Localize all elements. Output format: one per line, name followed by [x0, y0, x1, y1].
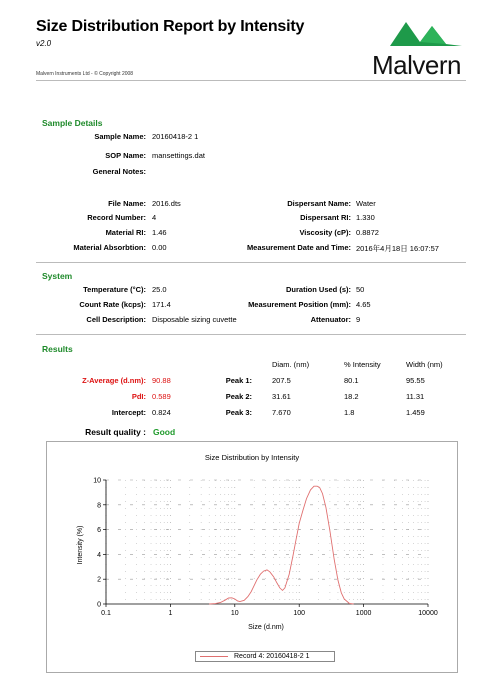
- chart-y-tick-label: 2: [97, 576, 101, 584]
- malvern-logo-text: Malvern: [372, 50, 461, 80]
- duration-label: Duration Used (s):: [285, 285, 351, 294]
- legend-line-swatch: [200, 652, 230, 661]
- peak-intensity: 18.2: [344, 392, 359, 401]
- dispersant-ri-label: Dispersant RI:: [300, 213, 351, 222]
- temperature-value: 25.0: [152, 285, 167, 294]
- dispersant-name-label: Dispersant Name:: [287, 199, 351, 208]
- chart-y-tick-label: 10: [93, 477, 101, 485]
- sample-divider: [36, 262, 466, 263]
- viscosity-label: Viscosity (cP):: [299, 228, 351, 237]
- temperature-label: Temperature (°C):: [83, 285, 146, 294]
- section-results: Results: [42, 344, 73, 354]
- position-label: Measurement Position (mm):: [248, 300, 351, 309]
- record-number-label: Record Number:: [87, 213, 146, 222]
- material-ri-value: 1.46: [152, 228, 167, 237]
- peak-width: 95.55: [406, 376, 425, 385]
- chart-y-tick-label: 0: [97, 601, 101, 609]
- count-rate-value: 171.4: [152, 300, 171, 309]
- chart-ylabel: Intensity (%): [77, 525, 84, 565]
- chart-series-line: [209, 486, 353, 604]
- viscosity-value: 0.8872: [356, 228, 379, 237]
- record-number-value: 4: [152, 213, 157, 222]
- peak-diam: 207.5: [272, 376, 291, 385]
- sop-name-value: mansettings.dat: [152, 151, 205, 160]
- section-system: System: [42, 271, 73, 281]
- chart-y-tick-label: 4: [97, 551, 101, 559]
- duration-value: 50: [356, 285, 365, 294]
- chart-title: Size Distribution by Intensity: [204, 453, 300, 462]
- legend-series-name: Record 4: 20160418-2 1: [234, 653, 310, 660]
- measurement-datetime-value: 2016年4月18日 16:07:57: [356, 244, 439, 253]
- chart-xlabel: Size (d.nm): [248, 624, 284, 631]
- copyright-text: Malvern Instruments Ltd - © Copyright 2008: [36, 71, 134, 77]
- peak-label: Peak 1:: [225, 376, 252, 385]
- report-title: Size Distribution Report by Intensity: [36, 18, 305, 35]
- peak-diam: 31.61: [272, 392, 291, 401]
- dispersant-ri-value: 1.330: [356, 213, 375, 222]
- section-sample-details: Sample Details: [42, 118, 103, 128]
- sop-name-label: SOP Name:: [105, 151, 146, 160]
- chart-y-tick-label: 6: [97, 527, 101, 535]
- peak-width: 1.459: [406, 408, 425, 417]
- result-quality-label: Result quality :: [85, 427, 146, 437]
- chart-legend: [195, 651, 335, 662]
- col-header-width: Width (nm): [406, 360, 443, 369]
- sample-name-label: Sample Name:: [94, 132, 146, 141]
- sample-name-value: 20160418-2 1: [152, 132, 199, 141]
- malvern-logo-icon: [390, 18, 462, 48]
- general-notes-label: General Notes:: [92, 167, 146, 176]
- material-absorption-value: 0.00: [152, 243, 167, 252]
- peak-diam: 7.670: [272, 408, 291, 417]
- intercept-value: 0.824: [152, 408, 171, 417]
- chart-x-tick-label: 10: [230, 610, 239, 617]
- chart-x-tick-label: 1000: [355, 610, 372, 617]
- peak-intensity: 1.8: [344, 408, 355, 417]
- result-quality-value: Good: [153, 427, 176, 437]
- pdi-label: PdI:: [131, 392, 146, 401]
- z-average-value: 90.88: [152, 376, 171, 385]
- cell-description-label: Cell Description:: [86, 315, 146, 324]
- material-ri-label: Material RI:: [105, 228, 146, 237]
- material-absorption-label: Material Absorbtion:: [73, 243, 146, 252]
- measurement-datetime-label: Measurement Date and Time:: [246, 243, 351, 252]
- peak-label: Peak 2:: [225, 392, 252, 401]
- chart-x-tick-label: 10000: [418, 610, 438, 617]
- cell-description-value: Disposable sizing cuvette: [152, 315, 237, 324]
- file-name-value: 2016.dts: [152, 199, 181, 208]
- count-rate-label: Count Rate (kcps):: [79, 300, 146, 309]
- peak-intensity: 80.1: [344, 376, 359, 385]
- peak-label: Peak 3:: [225, 408, 252, 417]
- peak-width: 11.31: [406, 392, 425, 401]
- z-average-label: Z-Average (d.nm):: [82, 376, 146, 385]
- col-header-diam: Diam. (nm): [272, 360, 310, 369]
- system-divider: [36, 334, 466, 335]
- chart-x-tick-label: 100: [293, 610, 306, 617]
- attenuator-value: 9: [356, 315, 361, 324]
- attenuator-label: Attenuator:: [310, 315, 351, 324]
- dispersant-name-value: Water: [356, 199, 376, 208]
- size-distribution-chart: [46, 441, 458, 673]
- chart-y-tick-label: 8: [97, 502, 101, 510]
- position-value: 4.65: [356, 300, 371, 309]
- intercept-label: Intercept:: [111, 408, 146, 417]
- report-version: v2.0: [36, 39, 52, 48]
- col-header-intensity: % Intensity: [344, 360, 381, 369]
- file-name-label: File Name:: [108, 199, 146, 208]
- chart-x-tick-label: 1: [168, 610, 173, 617]
- chart-x-tick-label: 0.1: [101, 610, 111, 617]
- header-divider: [36, 80, 466, 81]
- pdi-value: 0.589: [152, 392, 171, 401]
